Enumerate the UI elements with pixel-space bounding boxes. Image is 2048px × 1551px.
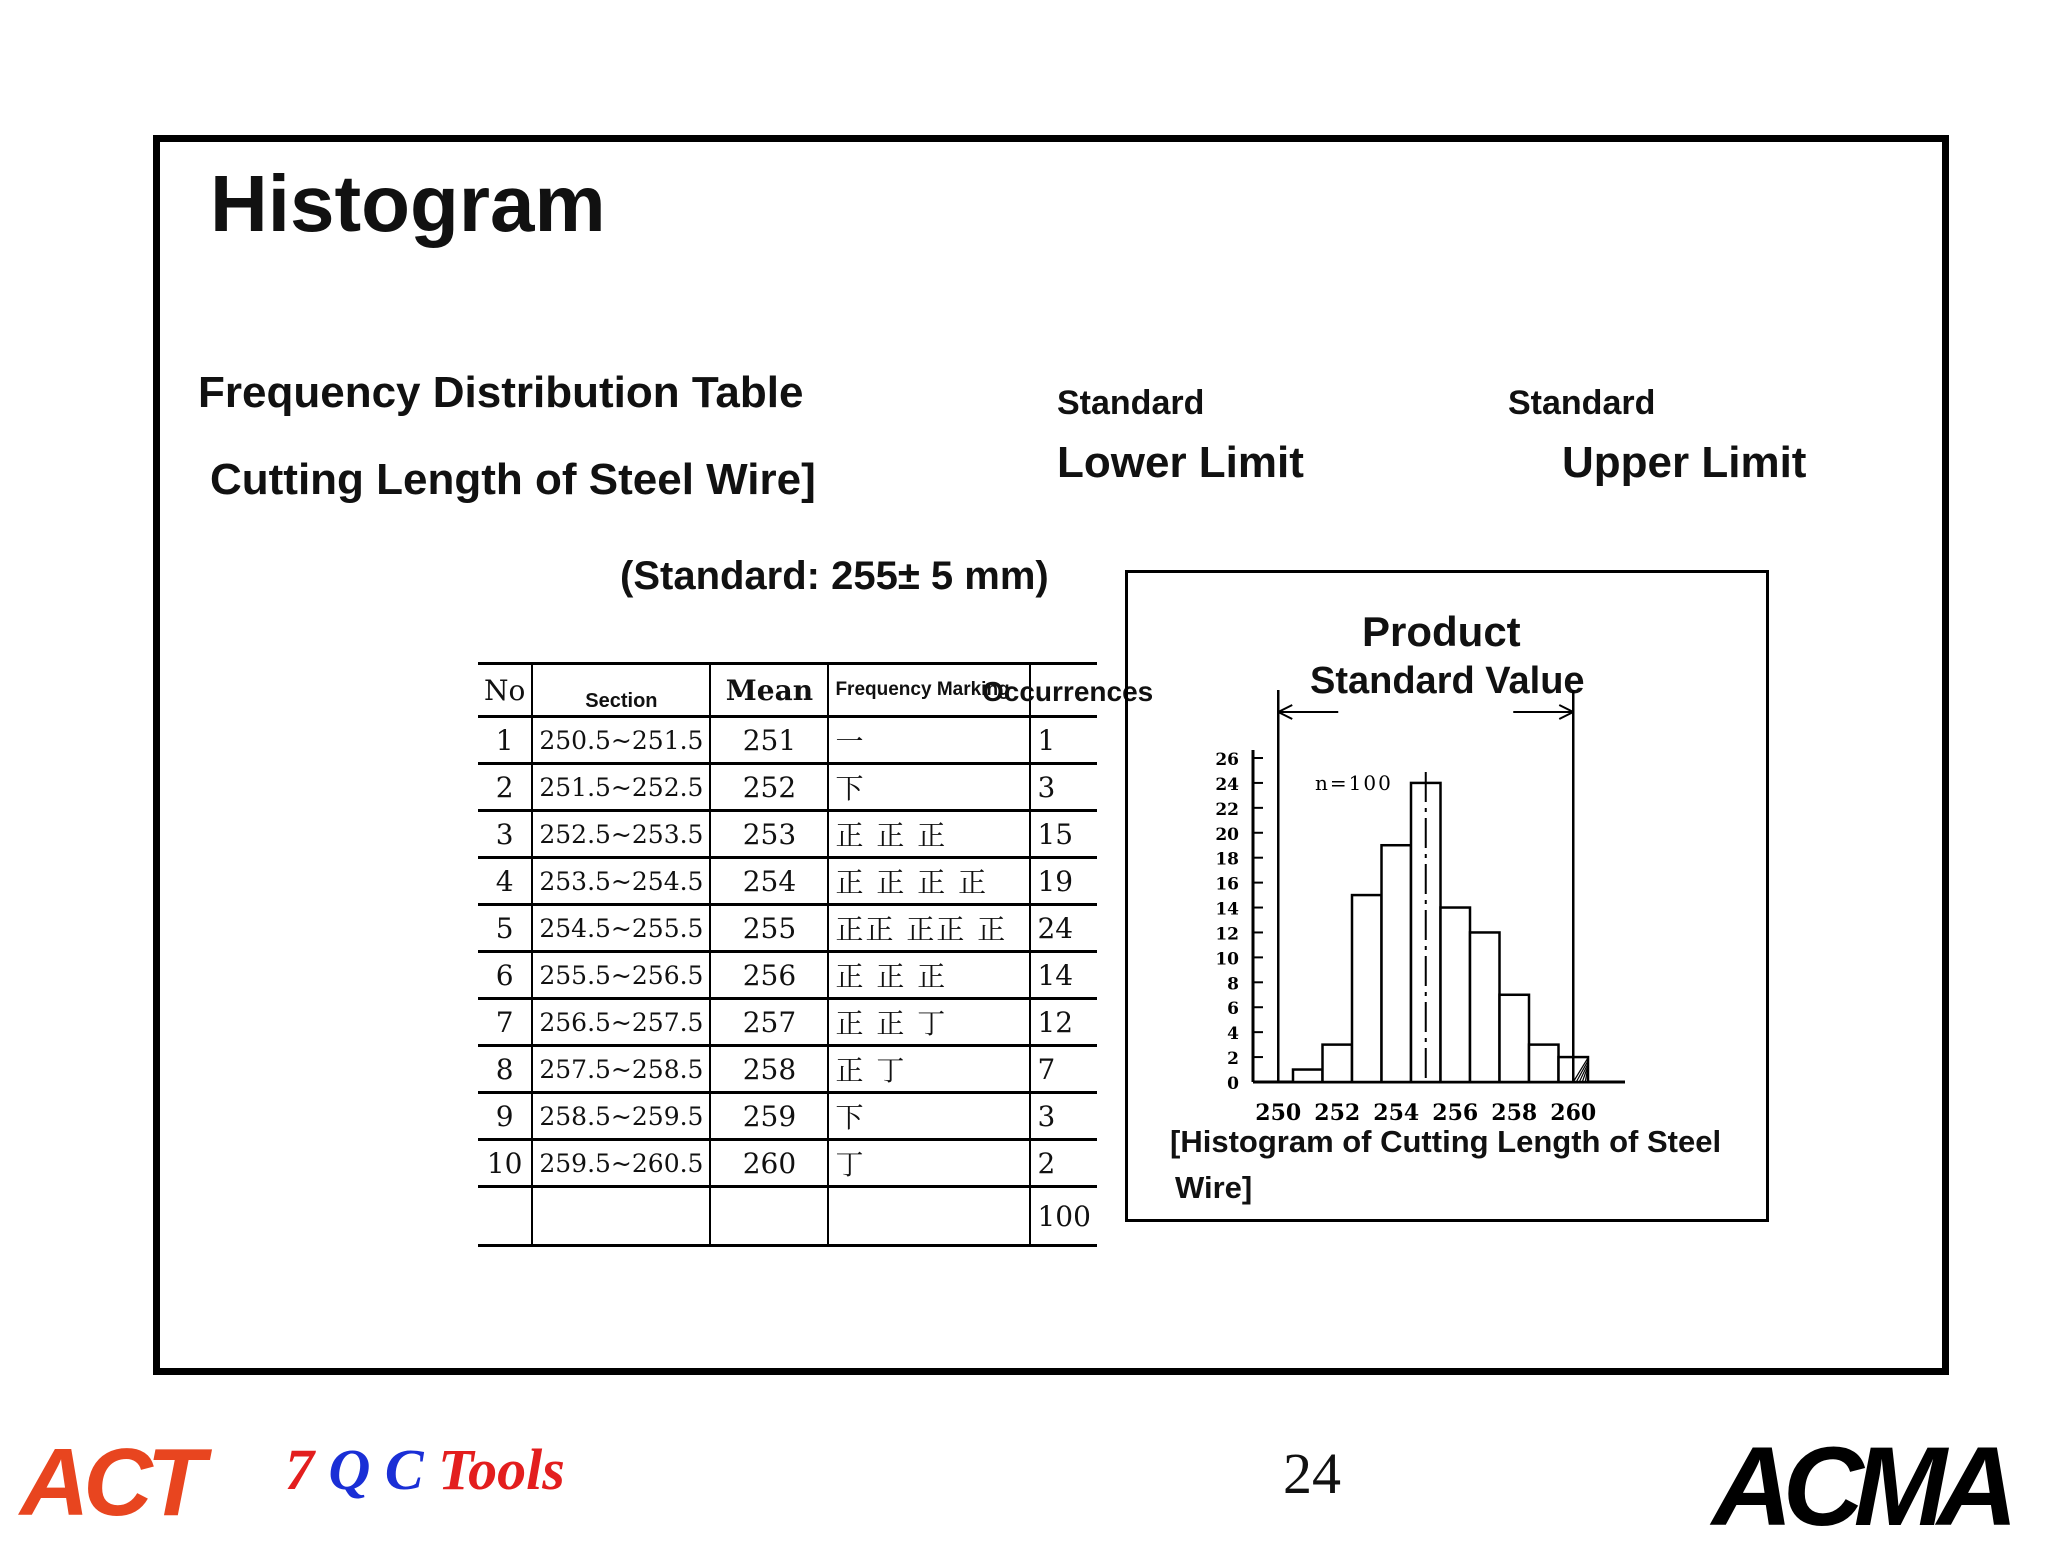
histogram-heading: Product	[1362, 608, 1521, 655]
tools-qc: Q C	[328, 1437, 424, 1502]
cell-occ: 24	[1030, 905, 1096, 952]
table-row	[478, 952, 1097, 999]
cell-mean: 258	[710, 1046, 828, 1093]
cell-marking: 下	[828, 764, 1030, 811]
cell-section: 258.5~259.5	[532, 1093, 710, 1140]
x-tick-label: 256	[1432, 1100, 1479, 1126]
table-row	[478, 811, 1097, 858]
table-title: Frequency Distribution Table	[198, 368, 804, 417]
y-tick-label: 2	[1227, 1049, 1239, 1070]
cell-mean: 255	[710, 905, 828, 952]
tools-label	[285, 1436, 565, 1503]
cell-no: 7	[478, 999, 532, 1046]
header-section: Section	[532, 664, 710, 717]
tools-word: Tools	[438, 1437, 565, 1502]
header-no: No	[478, 664, 532, 717]
cell-no: 1	[478, 717, 532, 764]
table-row	[478, 858, 1097, 905]
cell-section: 256.5~257.5	[532, 999, 710, 1046]
cell-no: 6	[478, 952, 532, 999]
header-mean: Mean	[710, 664, 828, 717]
total-empty-cell	[478, 1187, 532, 1246]
sample-size-label: n=100	[1315, 771, 1393, 795]
histogram-bar	[1323, 1045, 1353, 1082]
histogram-bar	[1293, 1070, 1323, 1082]
y-tick-label: 10	[1215, 949, 1239, 970]
cell-no: 10	[478, 1140, 532, 1187]
cell-marking: 正 正 丁	[828, 999, 1030, 1046]
histogram-bar	[1441, 908, 1471, 1082]
tools-seven: 7	[285, 1437, 314, 1502]
cell-section: 251.5~252.5	[532, 764, 710, 811]
cell-occ: 15	[1030, 811, 1096, 858]
cell-mean: 254	[710, 858, 828, 905]
cell-no: 2	[478, 764, 532, 811]
cell-occ: 7	[1030, 1046, 1096, 1093]
histogram-bar	[1500, 995, 1530, 1082]
cell-marking: 下	[828, 1093, 1030, 1140]
y-tick-label: 16	[1215, 874, 1239, 895]
cell-no: 8	[478, 1046, 532, 1093]
acma-logo: ACMA	[1712, 1424, 2008, 1549]
y-tick-label: 20	[1215, 824, 1239, 845]
standard-note: (Standard: 255± 5 mm)	[620, 554, 1049, 598]
histogram-bar	[1529, 1045, 1559, 1082]
cell-occ: 14	[1030, 952, 1096, 999]
cell-marking: 正 丁	[828, 1046, 1030, 1093]
total-empty-cell	[532, 1187, 710, 1246]
table-row	[478, 999, 1097, 1046]
table-total-row	[478, 1187, 1097, 1246]
cell-section: 255.5~256.5	[532, 952, 710, 999]
cell-section: 253.5~254.5	[532, 858, 710, 905]
histogram-subheading: Standard Value	[1310, 660, 1585, 702]
y-tick-label: 0	[1227, 1074, 1239, 1094]
cell-mean: 260	[710, 1140, 828, 1187]
cell-marking: 正 正 正	[828, 811, 1030, 858]
cell-no: 4	[478, 858, 532, 905]
cell-occ: 12	[1030, 999, 1096, 1046]
table-row	[478, 1046, 1097, 1093]
table-row	[478, 764, 1097, 811]
x-tick-label: 252	[1314, 1100, 1361, 1126]
table-subtitle: Cutting Length of Steel Wire]	[210, 455, 816, 504]
lower-limit-label-small: Standard	[1057, 384, 1205, 422]
total-empty-cell	[710, 1187, 828, 1246]
cell-mean: 256	[710, 952, 828, 999]
cell-mean: 251	[710, 717, 828, 764]
page-title: Histogram	[210, 159, 606, 248]
cell-mean: 253	[710, 811, 828, 858]
page-number: 24	[1283, 1441, 1341, 1506]
histogram-bar	[1470, 932, 1500, 1082]
cell-occ: 3	[1030, 1093, 1096, 1140]
cell-occ: 3	[1030, 764, 1096, 811]
histogram-caption-line2: Wire]	[1175, 1170, 1253, 1205]
lower-limit-label: Lower Limit	[1057, 438, 1304, 487]
histogram-caption-line1: [Histogram of Cutting Length of Steel	[1170, 1124, 1722, 1159]
frequency-table	[478, 662, 1097, 1247]
x-tick-label: 254	[1373, 1100, 1420, 1126]
upper-limit-label-small: Standard	[1508, 384, 1656, 422]
x-tick-label: 258	[1491, 1100, 1538, 1126]
histogram-bar	[1382, 845, 1412, 1082]
y-tick-label: 6	[1227, 999, 1239, 1020]
cell-marking: 丁	[828, 1140, 1030, 1187]
y-tick-label: 18	[1215, 849, 1239, 870]
y-tick-label: 14	[1215, 899, 1239, 920]
cell-marking: 正 正 正 正	[828, 858, 1030, 905]
total-empty-cell	[828, 1187, 1030, 1246]
y-tick-label: 4	[1227, 1024, 1239, 1045]
total-occurrences: 100	[1030, 1187, 1096, 1246]
cell-no: 3	[478, 811, 532, 858]
table-row	[478, 1093, 1097, 1140]
y-tick-label: 22	[1215, 799, 1239, 820]
cell-mean: 252	[710, 764, 828, 811]
cell-occ: 1	[1030, 717, 1096, 764]
table-row	[478, 717, 1097, 764]
table-row	[478, 905, 1097, 952]
table-row	[478, 1140, 1097, 1187]
cell-marking: 正 正 正	[828, 952, 1030, 999]
y-tick-label: 26	[1215, 750, 1239, 770]
upper-limit-label: Upper Limit	[1562, 438, 1807, 487]
cell-section: 259.5~260.5	[532, 1140, 710, 1187]
act-logo: ACT	[20, 1429, 200, 1536]
cell-occ: 2	[1030, 1140, 1096, 1187]
cell-mean: 259	[710, 1093, 828, 1140]
cell-section: 252.5~253.5	[532, 811, 710, 858]
x-tick-label: 260	[1550, 1100, 1597, 1126]
x-tick-label: 250	[1255, 1100, 1302, 1126]
y-tick-label: 24	[1215, 774, 1239, 795]
cell-mean: 257	[710, 999, 828, 1046]
histogram-bar	[1352, 895, 1382, 1082]
cell-occ: 19	[1030, 858, 1096, 905]
header-occurrences: Occurrences	[982, 676, 1154, 707]
y-tick-label: 12	[1215, 924, 1239, 945]
cell-marking: 一	[828, 717, 1030, 764]
header-marking: Frequency Marking	[828, 664, 1030, 717]
y-tick-label: 8	[1227, 974, 1239, 995]
cell-section: 250.5~251.5	[532, 717, 710, 764]
cell-section: 257.5~258.5	[532, 1046, 710, 1093]
cell-no: 9	[478, 1093, 532, 1140]
cell-marking: 正正 正正 正	[828, 905, 1030, 952]
cell-section: 254.5~255.5	[532, 905, 710, 952]
cell-no: 5	[478, 905, 532, 952]
